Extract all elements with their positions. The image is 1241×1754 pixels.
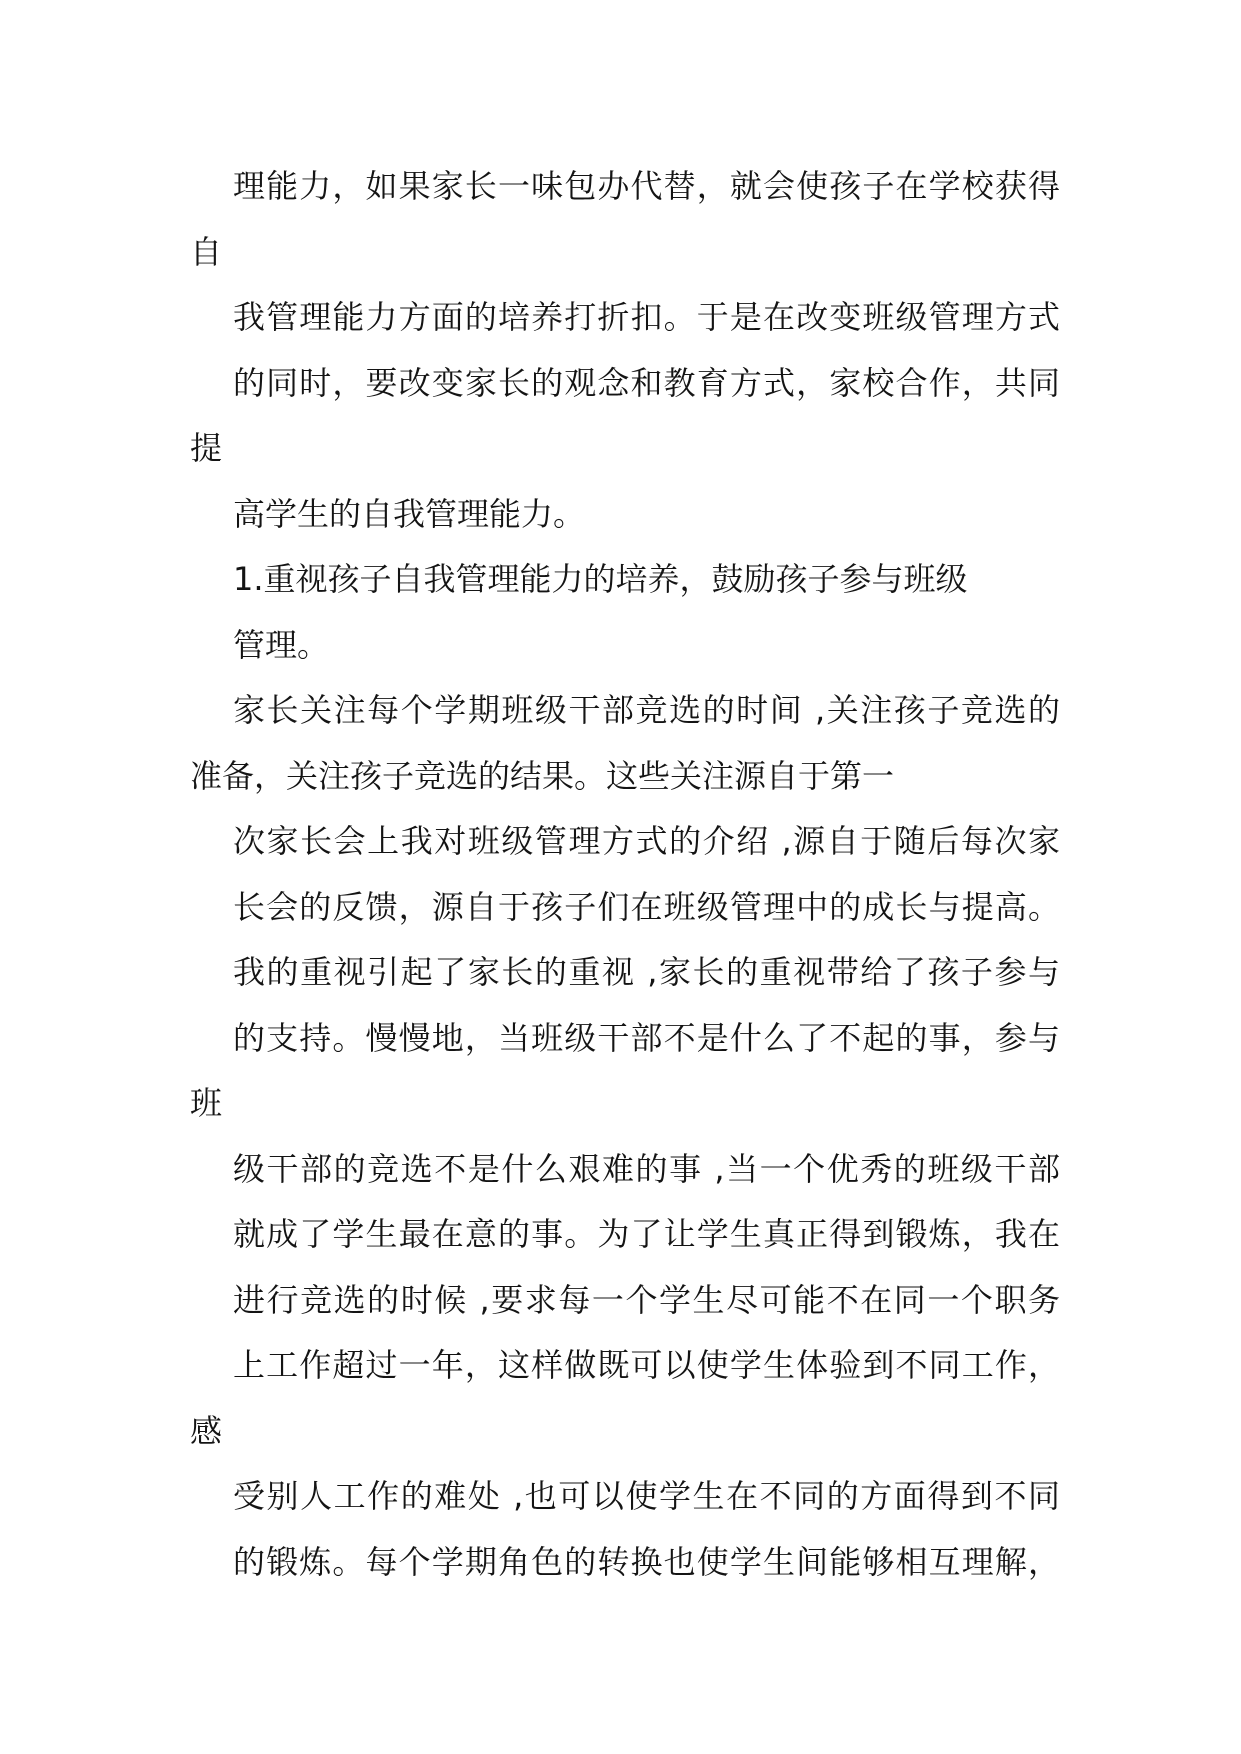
- text-line: 次家长会上我对班级管理方式的介绍 ,源自于随后每次家: [233, 822, 1060, 860]
- text-line: 准备，关注孩子竞选的结果。这些关注源自于第一: [190, 757, 895, 795]
- text-line: 进行竞选的时候 ,要求每一个学生尽可能不在同一个职务: [233, 1281, 1060, 1319]
- text-line: 就成了学生最在意的事。为了让学生真正得到锻炼，我在: [233, 1215, 1060, 1253]
- text-line: 感: [190, 1412, 223, 1450]
- text-line: 自: [190, 233, 223, 271]
- section-heading: 1.重视孩子自我管理能力的培养，鼓励孩子参与班级: [233, 560, 968, 598]
- text-line: 上工作超过一年，这样做既可以使学生体验到不同工作，: [233, 1346, 1060, 1384]
- text-line: 受别人工作的难处 ,也可以使学生在不同的方面得到不同: [233, 1477, 1060, 1515]
- text-line: 提: [190, 429, 223, 467]
- text-line: 级干部的竞选不是什么艰难的事 ,当一个优秀的班级干部: [233, 1150, 1060, 1188]
- text-line: 的同时，要改变家长的观念和教育方式，家校合作，共同: [233, 364, 1060, 402]
- text-line: 家长关注每个学期班级干部竞选的时间 ,关注孩子竞选的: [233, 691, 1060, 729]
- text-line: 高学生的自我管理能力。: [233, 495, 586, 533]
- text-line: 理能力，如果家长一味包办代替，就会使孩子在学校获得: [233, 167, 1060, 205]
- text-line: 我管理能力方面的培养打折扣。于是在改变班级管理方式: [233, 298, 1060, 336]
- text-line: 我的重视引起了家长的重视 ,家长的重视带给了孩子参与: [233, 953, 1060, 991]
- text-line: 班: [190, 1084, 223, 1122]
- section-heading: 管理。: [233, 626, 330, 664]
- text-line: 的锻炼。每个学期角色的转换也使学生间能够相互理解，: [233, 1543, 1060, 1581]
- text-line: 的支持。慢慢地，当班级干部不是什么了不起的事，参与: [233, 1019, 1060, 1057]
- text-line: 长会的反馈，源自于孩子们在班级管理中的成长与提高。: [233, 888, 1060, 926]
